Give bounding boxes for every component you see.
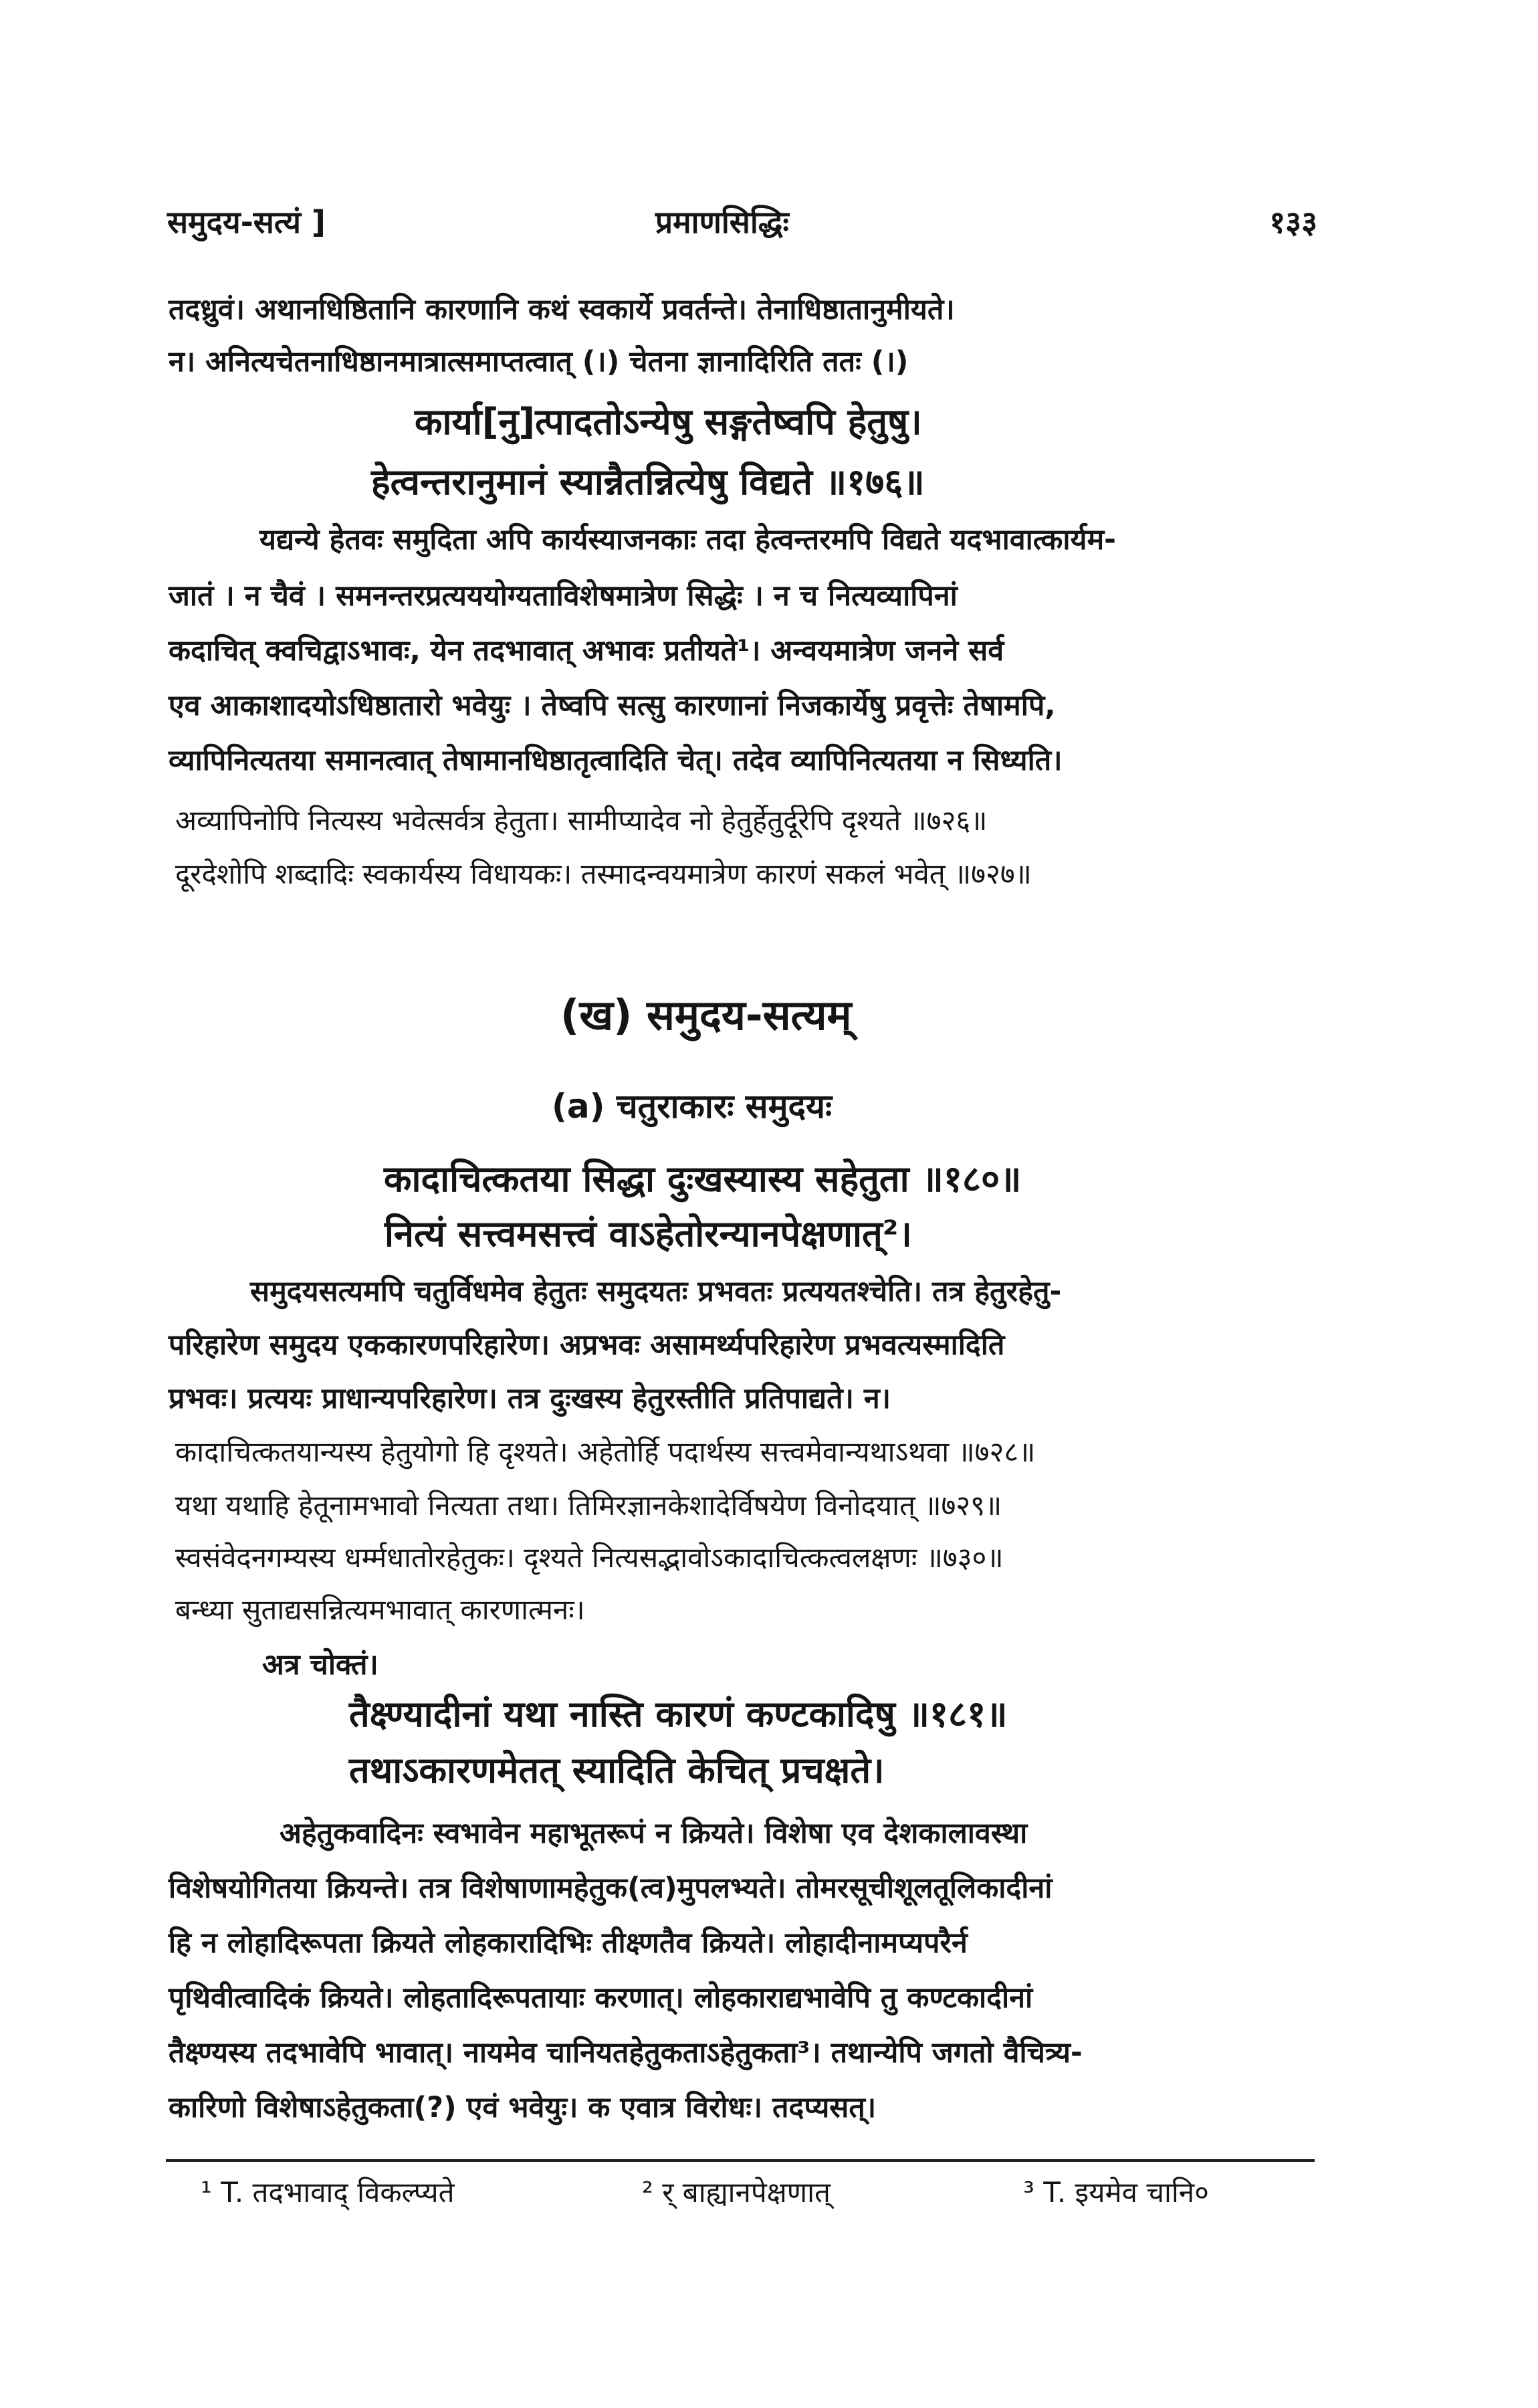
commentary-line: समुदयसत्यमपि चतुर्विधमेव हेतुतः समुदयतः प्रभवतः प्रत्ययतश्चेति। तत्र हेतुरहेतु- bbox=[250, 1275, 1062, 1308]
verse-line: कादाचित्कतया सिद्धा दुःखस्यास्य सहेतुता ॥१८०॥ bbox=[384, 1158, 1022, 1200]
subsection-title: (a) चतुराकारः समुदयः bbox=[552, 1087, 833, 1126]
atra-line: अत्र चोक्तं। bbox=[262, 1648, 378, 1682]
verse-line: तैक्ष्ण्यादीनां यथा नास्ति कारणं कण्टकादिषु ॥१८१॥ bbox=[349, 1693, 1008, 1735]
commentary-line: व्यापिनित्यतया समानत्वात् तेषामानधिष्ठातृत्वादिति चेत्। तदेव व्यापिनित्यतया न सिध्यति। bbox=[169, 744, 1063, 777]
commentary-line: कदाचित् क्वचिद्वाऽभावः, येन तदभावात् अभावः प्रतीयते¹। अन्वयमात्रेण जनने सर्व bbox=[169, 634, 1004, 668]
intro-line-2: न। अनित्यचेतनाधिष्ठानमात्रात्समाप्तत्वात् (।) चेतना ज्ञानादिरिति ततः (।) bbox=[169, 345, 909, 379]
intro-line-1: तदध्रुवं। अथानधिष्ठितानि कारणानि कथं स्वकार्ये प्रवर्तन्ते। तेनाधिष्ठातानुमीयते। bbox=[169, 293, 955, 326]
verse-line: नित्यं सत्त्वमसत्त्वं वाऽहेतोरन्यानपेक्षणात्²। bbox=[384, 1213, 912, 1255]
header-left: समुदय-सत्यं ] bbox=[167, 204, 326, 240]
footnote-3: ³ T. इयमेव चानि० bbox=[1023, 2176, 1209, 2209]
quoted-verse: यथा यथाहि हेतूनामभावो नित्यता तथा। तिमिरज्ञानकेशादेर्विषयेण विनोदयात् ॥७२९॥ bbox=[175, 1489, 1002, 1522]
commentary-line: कारिणो विशेषाऽहेतुकता(?) एवं भवेयुः। क एवात्र विरोधः। तदप्यसत्। bbox=[169, 2091, 877, 2124]
commentary-line: यद्यन्ये हेतवः समुदिता अपि कार्यस्याजनकाः तदा हेत्वन्तरमपि विद्यते यदभावात्कार्यम- bbox=[259, 523, 1117, 557]
verse-line: हेत्वन्तरानुमानं स्यान्नैतन्नित्येषु विद्यते ॥१७६॥ bbox=[371, 461, 925, 503]
quoted-verse: कादाचित्कतयान्यस्य हेतुयोगो हि दृश्यते। अहेतोर्हि पदार्थस्य सत्त्वमेवान्यथाऽथवा ॥७२८॥ bbox=[175, 1435, 1036, 1468]
quoted-verse: बन्ध्या सुताद्यसन्नित्यमभावात् कारणात्मनः। bbox=[175, 1593, 585, 1626]
commentary-line: अहेतुकवादिनः स्वभावेन महाभूतरूपं न क्रियते। विशेषा एव देशकालावस्था bbox=[280, 1817, 1028, 1850]
commentary-line: विशेषयोगितया क्रियन्ते। तत्र विशेषाणामहेतुक(त्व)मुपलभ्यते। तोमरसूचीशूलतूलिकादीनां bbox=[169, 1872, 1053, 1905]
quoted-verse: अव्यापिनोपि नित्यस्य भवेत्सर्वत्र हेतुता। सामीप्यादेव नो हेतुर्हेतुर्दूरेपि दृश्यते ॥७२६॥ bbox=[175, 804, 988, 837]
commentary-line: एव आकाशादयोऽधिष्ठातारो भवेयुः । तेष्वपि सत्सु कारणानां निजकार्येषु प्रवृत्तेः तेषामपि, bbox=[169, 689, 1056, 722]
commentary-line: हि न लोहादिरूपता क्रियते लोहकारादिभिः तीक्ष्णतैव क्रियते। लोहादीनामप्यपरैर्न bbox=[169, 1926, 968, 1960]
quoted-verse: दूरदेशोपि शब्दादिः स्वकार्यस्य विधायकः। तस्मादन्वयमात्रेण कारणं सकलं भवेत् ॥७२७॥ bbox=[175, 858, 1032, 890]
commentary-line: पृथिवीत्वादिकं क्रियते। लोहतादिरूपतायाः करणात्। लोहकाराद्यभावेपि तु कण्टकादीनां bbox=[169, 1981, 1033, 2015]
page-number: १३३ bbox=[1269, 204, 1317, 240]
footnote-rule bbox=[166, 2159, 1315, 2162]
section-title: (ख) समुदय-सत्यम् bbox=[560, 991, 852, 1039]
commentary-line: तैक्ष्ण्यस्य तदभावेपि भावात्। नायमेव चानियतहेतुकताऽहेतुकता³। तथान्येपि जगतो वैचित्र्य- bbox=[169, 2036, 1083, 2070]
verse-line: कार्या[नु]त्पादतोऽन्येषु सङ्गतेष्वपि हेतुषु। bbox=[415, 401, 922, 443]
commentary-line: प्रभवः। प्रत्ययः प्राधान्यपरिहारेण। तत्र दुःखस्य हेतुरस्तीति प्रतिपाद्यते। न। bbox=[169, 1382, 891, 1415]
commentary-line: परिहारेण समुदय एककारणपरिहारेण। अप्रभवः असामर्थ्यपरिहारेण प्रभवत्यस्मादिति bbox=[169, 1328, 1005, 1362]
commentary-line: जातं । न चैवं । समनन्तरप्रत्यययोग्यताविशेषमात्रेण सिद्धेः । न च नित्यव्यापिनां bbox=[169, 579, 958, 613]
header-center: प्रमाणसिद्धिः bbox=[655, 204, 789, 240]
footnote-1: ¹ T. तदभावाद् विकल्प्यते bbox=[201, 2176, 455, 2209]
footnote-2: ² र् बाह्यानपेक्षणात् bbox=[642, 2176, 831, 2209]
verse-line: तथाऽकारणमेतत् स्यादिति केचित् प्रचक्षते। bbox=[349, 1749, 885, 1791]
quoted-verse: स्वसंवेदनगम्यस्य धर्म्मधातोरहेतुकः। दृश्यते नित्यसद्भावोऽकादाचित्कत्वलक्षणः ॥७३०॥ bbox=[175, 1541, 1004, 1574]
